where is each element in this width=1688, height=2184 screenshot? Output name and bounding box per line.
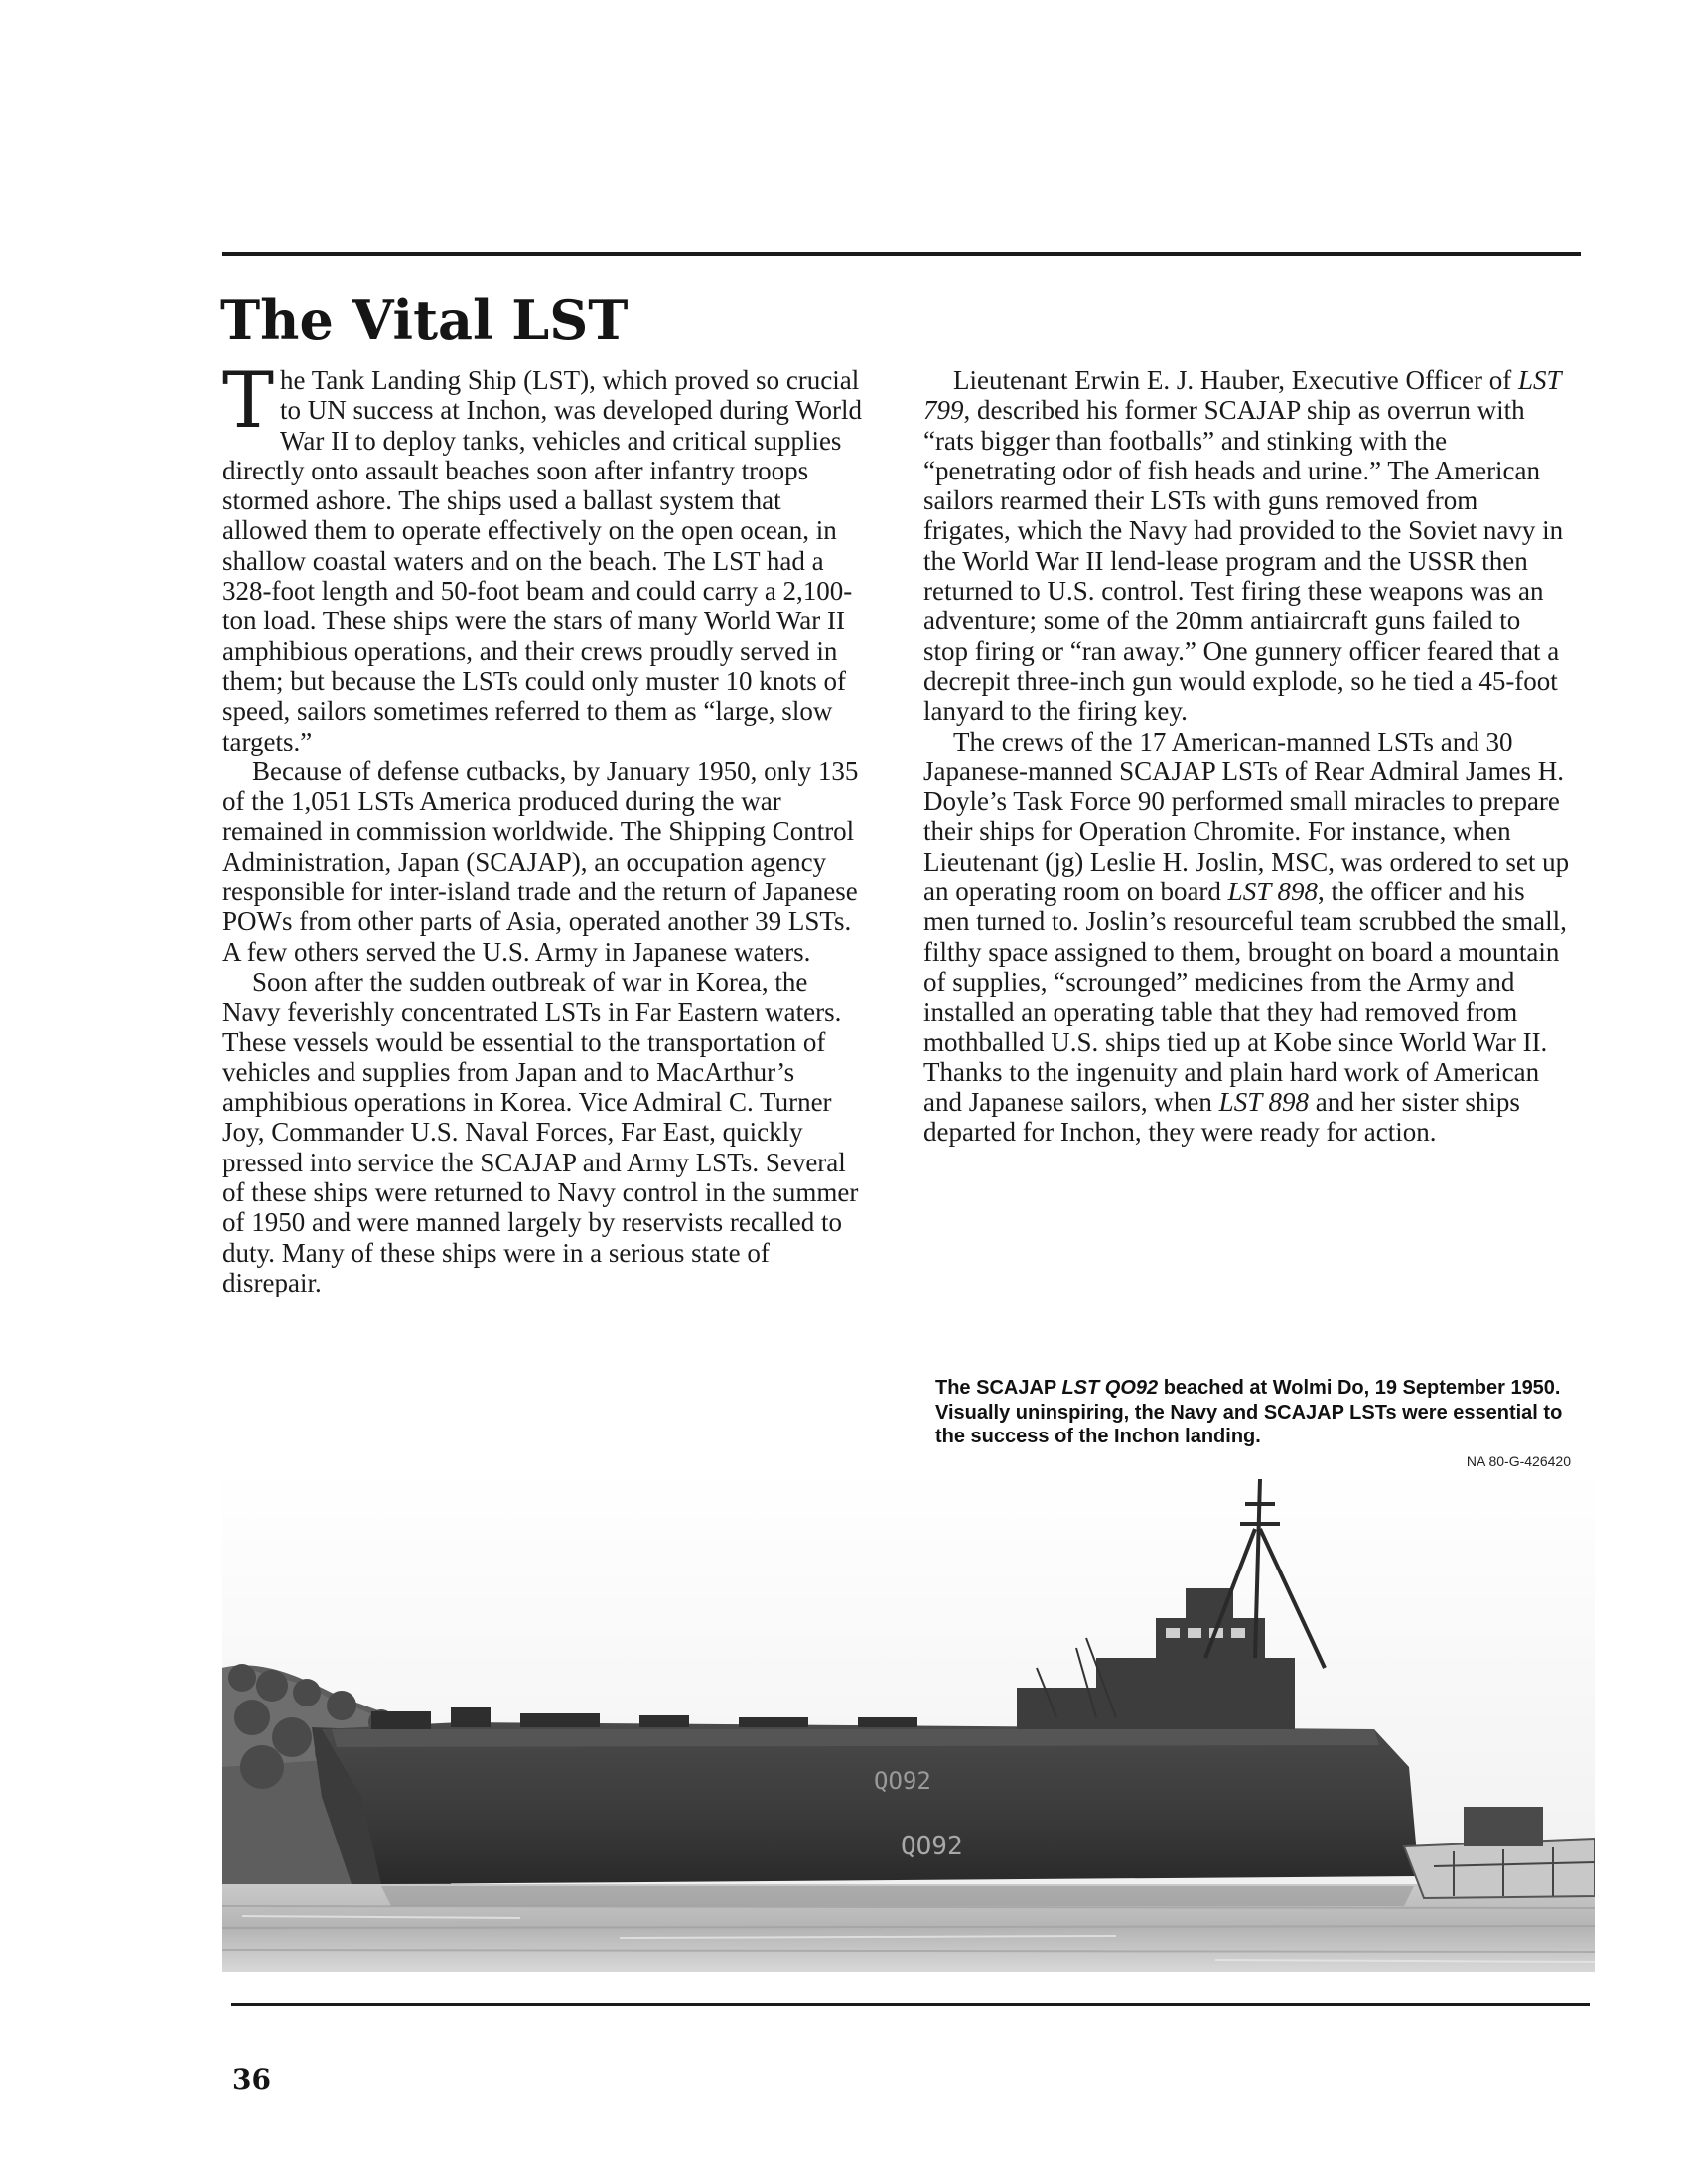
hull-number-side: QO92 — [901, 1832, 963, 1861]
ship-name: LST 898 — [1218, 1087, 1309, 1118]
paragraph: The crews of the 17 American-manned LSTs and 30 Japanese-manned SCAJAP LSTs of Rear Admiral James H. Doyle’s Task Force 90 performed small miracles to prepare their ships for Operation Chromite. For instance, when Lieutenant (jg) Leslie H. Joslin, MSC, was ordered to set up an operating room on board LST 898, the officer and his men turned to. Joslin’s resourceful team scrubbed the small, filthy space assigned to them, brought on board a mountain of supplies, “scrounged” medicines from the Army and installed an operating table that they had removed from mothballed U.S. ships tied up at Kobe since World War II. Thanks to the ingenuity and plain hard work of American and Japanese sailors, when LST 898 and her sister ships departed for Inchon, they were ready for action. — [923, 726, 1570, 1148]
bottom-rule — [231, 2003, 1590, 2006]
paragraph: Because of defense cutbacks, by January 1950, only 135 of the 1,051 LSTs America produced during the war remained in commission worldwide. The Shipping Control Administration, Japan (SCAJAP), an occupation agency responsible for inter-island trade and the return of Japanese POWs from other parts of Asia, operated another 39 LSTs. A few others served the U.S. Army in Japanese waters. — [222, 755, 859, 967]
photo-credit: NA 80-G-426420 — [1466, 1453, 1571, 1469]
left-column — [222, 356, 866, 1297]
ship-name: LST 799 — [923, 365, 1561, 426]
ship-name: LST 898 — [1227, 877, 1318, 907]
hull-number-bow: QO92 — [874, 1767, 931, 1795]
paragraph: Soon after the sudden outbreak of war in Korea, the Navy feverishly concentrated LSTs in Far Eastern waters. These vessels would be essential to the transportation of vehicles and supplies from Japan and to MacArthur’s amphibious operations in Korea. Vice Admiral C. Turner Joy, Commander U.S. Naval Forces, Far East, quickly pressed into service the SCAJAP and Army LSTs. Several of these ships were returned to Navy control in the summer of 1950 and were manned largely by reservists recalled to duty. Many of these ships were in a serious state of disrepair. — [222, 966, 859, 1297]
drop-cap: T — [222, 356, 275, 446]
paragraph: Lieutenant Erwin E. J. Hauber, Executive Officer of LST 799, described his former SCAJAP ship as overrun with “rats bigger than footballs” and stinking with the “penetrating odor of fish heads and urine.” The American sailors rearmed their LSTs with guns removed from frigates, which the Navy had provided to the Soviet navy in the World War II lend-lease program and the USSR then returned to U.S. control. Test firing these weapons was an adventure; some of the 20mm antiaircraft guns failed to stop firing or “ran away.” One gunnery officer feared that a decrepit three-inch gun would explode, so he tied a 45-foot lanyard to the firing key. — [923, 365, 1564, 727]
paragraph: The Tank Landing Ship (LST), which proved so crucial to UN success at Inchon, was developed during World War II to deploy tanks, vehicles and critical supplies directly onto assault beaches soon after infantry troops stormed ashore. The ships used a ballast system that allowed them to operate effectively on the open ocean, in shallow coastal waters and on the beach. The LST had a 328-foot length and 50-foot beam and could carry a 2,100-ton load. These ships were the stars of many World War II amphibious operations, and their crews proudly served in them; but because the LSTs could only muster 10 knots of speed, sailors sometimes referred to them as “large, slow targets.” — [222, 356, 862, 756]
page-number: 36 — [232, 2063, 271, 2096]
top-rule — [222, 252, 1581, 256]
lst-ship-illustration — [222, 1469, 1595, 1972]
lst-photo — [222, 1469, 1595, 1972]
right-column — [923, 365, 1571, 1148]
article-title: The Vital LST — [220, 288, 629, 351]
caption-ship-name: LST QO92 — [1061, 1377, 1159, 1399]
photo-caption: The SCAJAP LST QO92 beached at Wolmi Do, 19 September 1950. Visually uninspiring, the Navy and SCAJAP LSTs were essential to the success of the Inchon landing. — [935, 1377, 1563, 1447]
